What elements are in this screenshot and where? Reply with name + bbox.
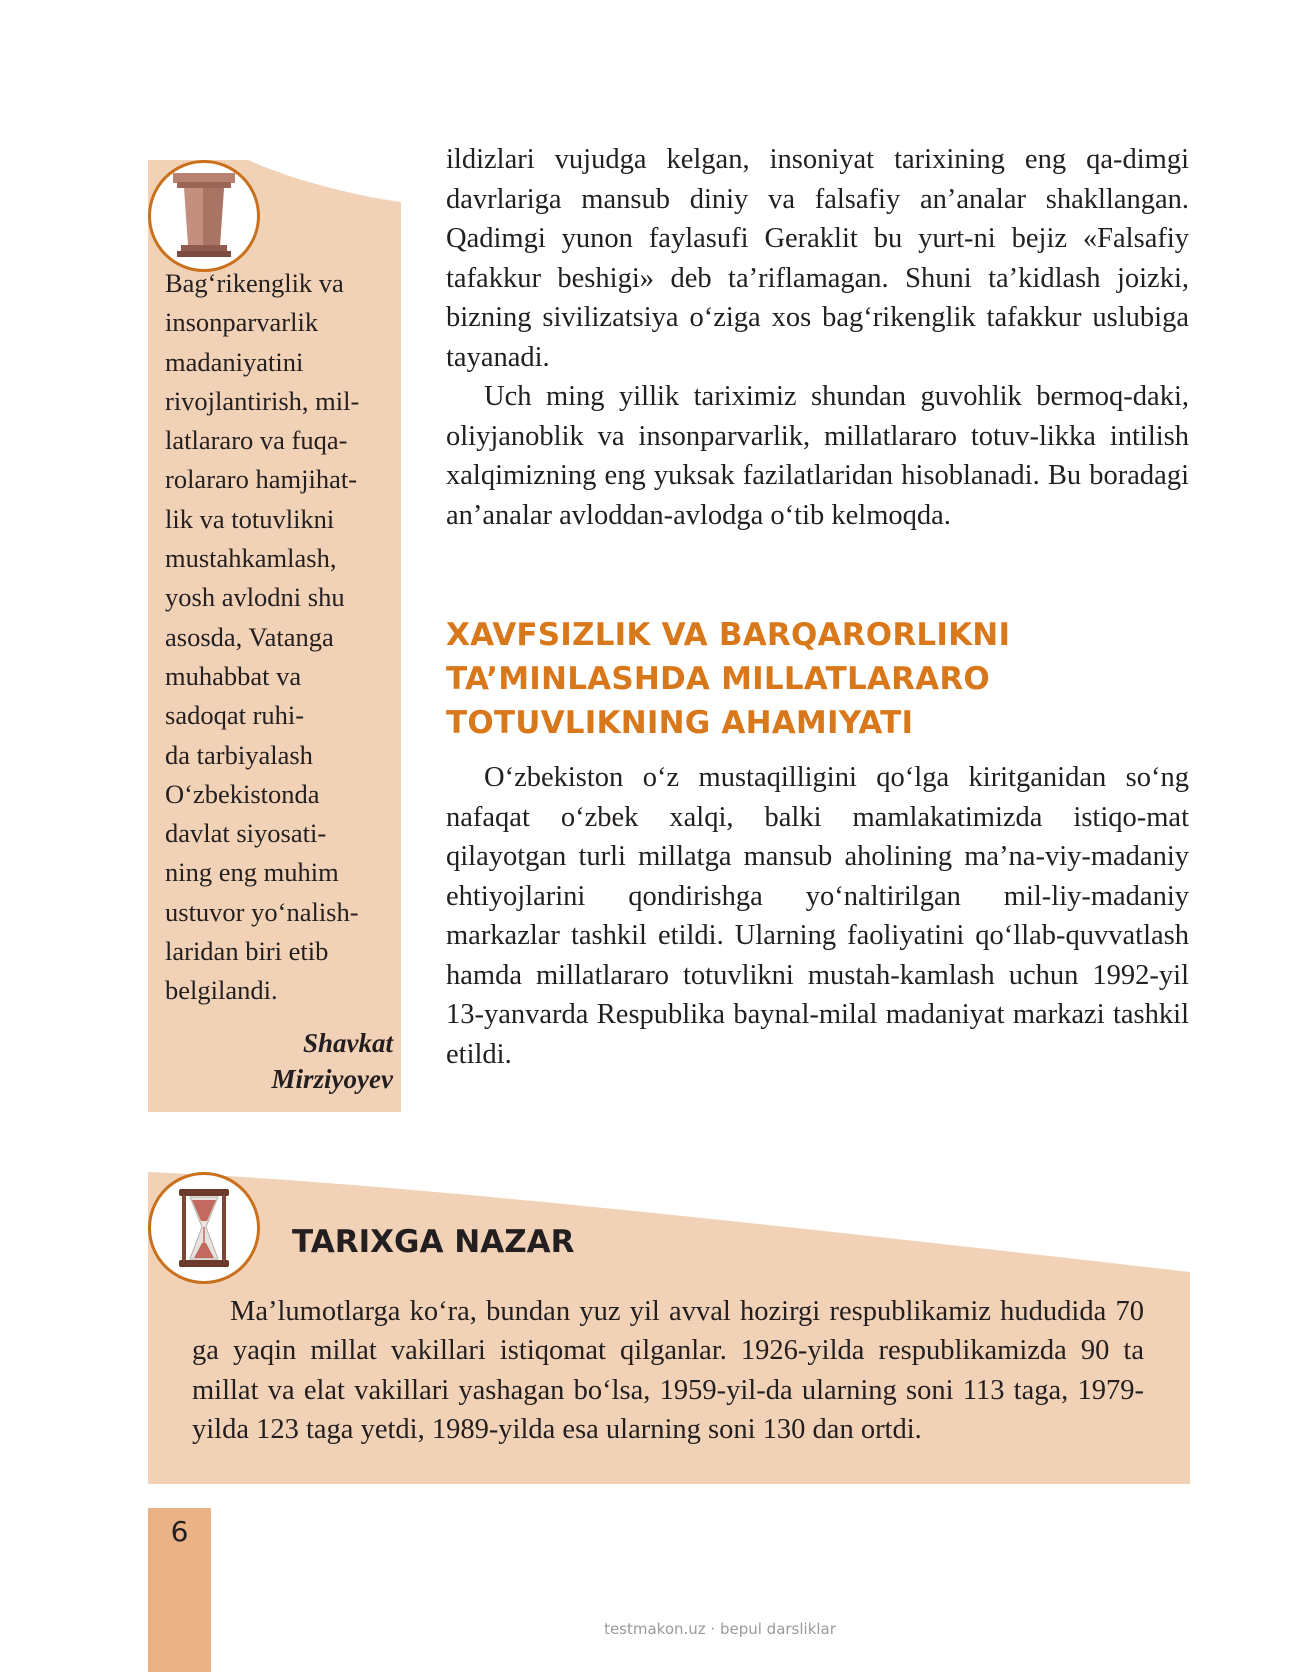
paragraph: O‘zbekiston o‘z mustaqilligini qo‘lga kiritganidan so‘ng nafaqat o‘zbek xalqi, balki mamlakatimizda istiqo-mat qilayotgan turli millatga mansub aholining ma’na-viy-madaniy ehtiyojlarini qondirishga yo‘naltirilgan mil-liy-madaniy markazlar tashkil etildi. Ularning faoliyatini qo‘llab-quvvatlash hamda millatlararo totuvlikni mustah-kamlash uchun 1992-yil 13-yanvarda Respublika baynal-milal madaniyat markazi tashkil etildi. <box>446 762 1189 1070</box>
paragraph: ildizlari vujudga kelgan, insoniyat tarixining eng qa-dimgi davrlariga mansub diniy va falsafiy an’analar shakllangan. Qadimgi yunon faylasufi Geraklit bu yurt-ni bejiz «Falsafiy tafakkur beshigi» deb ta’riflamagan. Shuni ta’kidlash joizki, bizning sivilizatsiya o‘ziga xos bag‘rikenglik tafakkur uslubiga tayanadi. <box>446 144 1189 373</box>
history-text <box>192 1292 1144 1449</box>
hourglass-icon <box>148 1172 260 1284</box>
quote-author: Shavkat Mirziyoyev <box>271 1028 393 1094</box>
paragraph: Uch ming yillik tariximiz shundan guvohlik bermoq-daki, oliyjanoblik va insonparvarlik, millatlararo totuv-likka intilish xalqimizning eng yuksak fazilatlaridan hisoblanadi. Bu boradagi an’analar avloddan-avlodga o‘tib kelmoqda. <box>446 381 1189 531</box>
section-heading <box>446 613 1206 745</box>
history-title: TARIXGA NAZAR <box>292 1224 575 1260</box>
page-number: 6 <box>170 1515 189 1548</box>
heading-line: XAVFSIZLIK VA BARQARORLIKNI <box>446 617 1011 653</box>
sidebar-quote: Bag‘rikenglik va insonparvarlik madaniyatini rivojlantirish, mil- latlararo va fuqa- rolararo hamjihat- lik va totuvlikni mustahkamlash, yosh avlodni shu asosda, Vatanga muhabbat va sadoqat ruhi- da tarbiyalash O‘zbekistonda davlat siyosati- ning eng muhim ustuvor yo‘nalish- laridan biri etib belgilandi. <box>165 268 360 1006</box>
heading-line: TA’MINLASHDA MILLATLARARO <box>446 661 990 697</box>
footer-watermark: testmakon.uz · bepul darsliklar <box>604 1620 836 1638</box>
paragraph: Ma’lumotlarga ko‘ra, bundan yuz yil avval hozirgi respublikamiz hududida 70 ga yaqin millat vakillari istiqomat qilganlar. 1926-yilda respublikamizda 90 ta millat va elat vakillari yashagan bo‘lsa, 1959-yil-da ularning soni 113 taga, 1979-yilda 123 taga yetdi, 1989-yilda esa ularning soni 130 dan ortdi. <box>192 1296 1144 1445</box>
body-text-bottom <box>446 758 1189 1074</box>
body-text-top <box>446 140 1189 535</box>
pedestal-icon <box>148 160 260 272</box>
heading-line: TOTUVLIKNING AHAMIYATI <box>446 705 914 741</box>
